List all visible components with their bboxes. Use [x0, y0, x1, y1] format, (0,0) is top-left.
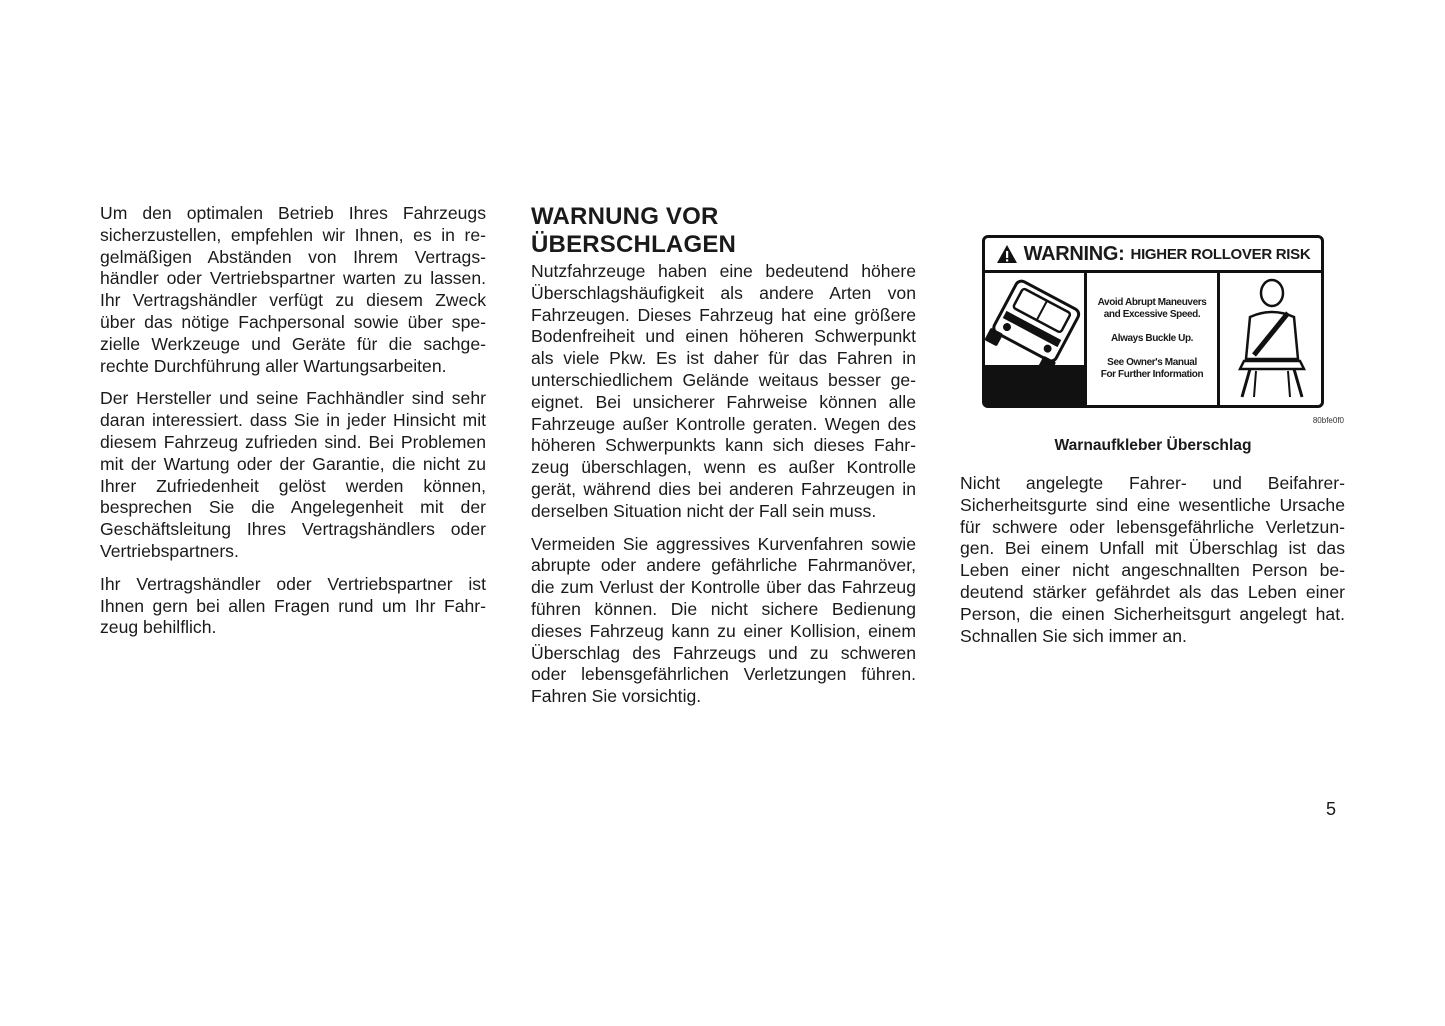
figure-caption: Warnaufkleber Überschlag: [1054, 437, 1252, 454]
left-column: [100, 203, 486, 650]
rollover-vehicle-icon: [985, 273, 1084, 405]
warning-label-figure: [960, 213, 1346, 427]
paragraph-maintenance: Um den optimalen Betrieb Ihres Fahrzeugs sicherzustellen, empfehlen wir Ihnen, es in regelmäßigen Abständen von Ihrem Vertragshändler oder Vertriebspartner warten zu lassen. Ihr Vertragshändler verfügt zu diesem Zweck über das nötige Fachpersonal sowie über spezielle Werkzeuge und Geräte für die sachgerechte Durchführung aller Wartungsarbeiten.: [100, 203, 486, 376]
instruction-line-4: See Owner's Manual: [1107, 357, 1197, 368]
paragraph-avoid-maneuvers: Vermeiden Sie aggressives Kurvenfahren sowie abrupte oder andere gefährliche Fahrmanöver, die zum Verlust der Kontrolle über das Fahrzeug führen können. Die nicht sichere Bedienung dieses Fahrzeug kann zu einer Kollision, einem Überschlag des Fahrzeugs und zu schweren oder lebensgefährlichen Verletzungen führen. Fahren Sie vorsichtig.: [531, 533, 916, 707]
instruction-line-5: For Further Information: [1100, 369, 1204, 380]
section-heading: [531, 203, 916, 259]
page-number: 5: [1326, 799, 1337, 819]
warning-label: [982, 235, 1324, 408]
seatbelt-pane: [1220, 273, 1321, 405]
seatbelt-person-icon: [1220, 273, 1321, 405]
rollover-pane: [985, 273, 1087, 405]
heading-line-2: ÜBERSCHLAGEN: [531, 231, 737, 258]
instruction-line-1: Avoid Abrupt Maneuvers: [1097, 297, 1207, 308]
warning-label-header: [985, 238, 1321, 273]
paragraph-dealer-help: Ihr Vertragshändler oder Vertriebspartner ist Ihnen gern bei allen Fragen rund um Ihr Fahrzeug behilflich.: [100, 573, 486, 638]
warning-triangle-icon: [996, 244, 1018, 264]
warning-subtitle: HIGHER ROLLOVER RISK: [1130, 245, 1311, 263]
middle-column: [531, 203, 916, 719]
paragraph-manufacturer: Der Hersteller und seine Fachhändler sind sehr daran interessiert. dass Sie in jeder Hinsicht mit diesem Fahrzeug zufrieden sind. Bei Problemen mit der Wartung oder der Garantie, die nicht zu Ihrer Zufriedenheit gelöst werden können, besprechen Sie die Angelegenheit mit der Geschäftsleitung Ihres Vertragshändlers oder Vertriebspartners.: [100, 388, 486, 561]
paragraph-rollover-risk: Nutzfahrzeuge haben eine bedeutend höhere Überschlagshäufigkeit als andere Arten von Fahrzeugen. Dieses Fahrzeug hat eine größere Bodenfreiheit und einen höheren Schwerpunkt als viele Pkw. Es ist daher für das Fahren in unterschiedlichem Gelände weitaus besser geeignet. Bei unsicherer Fahrweise können alle Fahrzeuge außer Kontrolle geraten. Wegen des höheren Schwerpunkts kann sich dieses Fahrzeug überschlagen, wenn es außer Kontrolle gerät, während dies bei anderen Fahrzeugen in derselben Situation nicht der Fall sein muss.: [531, 261, 916, 521]
warning-label-body: [985, 273, 1321, 405]
heading-line-1: WARNUNG VOR: [531, 203, 719, 230]
instruction-line-3: Always Buckle Up.: [1110, 333, 1194, 344]
warning-title: WARNING:: [1023, 242, 1125, 265]
right-column: [960, 473, 1345, 658]
instruction-line-2: and Excessive Speed.: [1103, 309, 1201, 320]
image-code: 80bfe0f0: [1312, 416, 1344, 425]
warning-instructions: [1087, 273, 1220, 405]
paragraph-seatbelts: Nicht angelegte Fahrer- und Beifahrer-Sicherheitsgurte sind eine wesentliche Ursache für schwere oder lebensgefährliche Verletzungen. Bei einem Unfall mit Überschlag ist das Leben einer nicht angeschnallten Person bedeutend stärker gefährdet als das Leben einer Person, die einen Sicherheitsgurt angelegt hat. Schnallen Sie sich immer an.: [960, 473, 1345, 646]
